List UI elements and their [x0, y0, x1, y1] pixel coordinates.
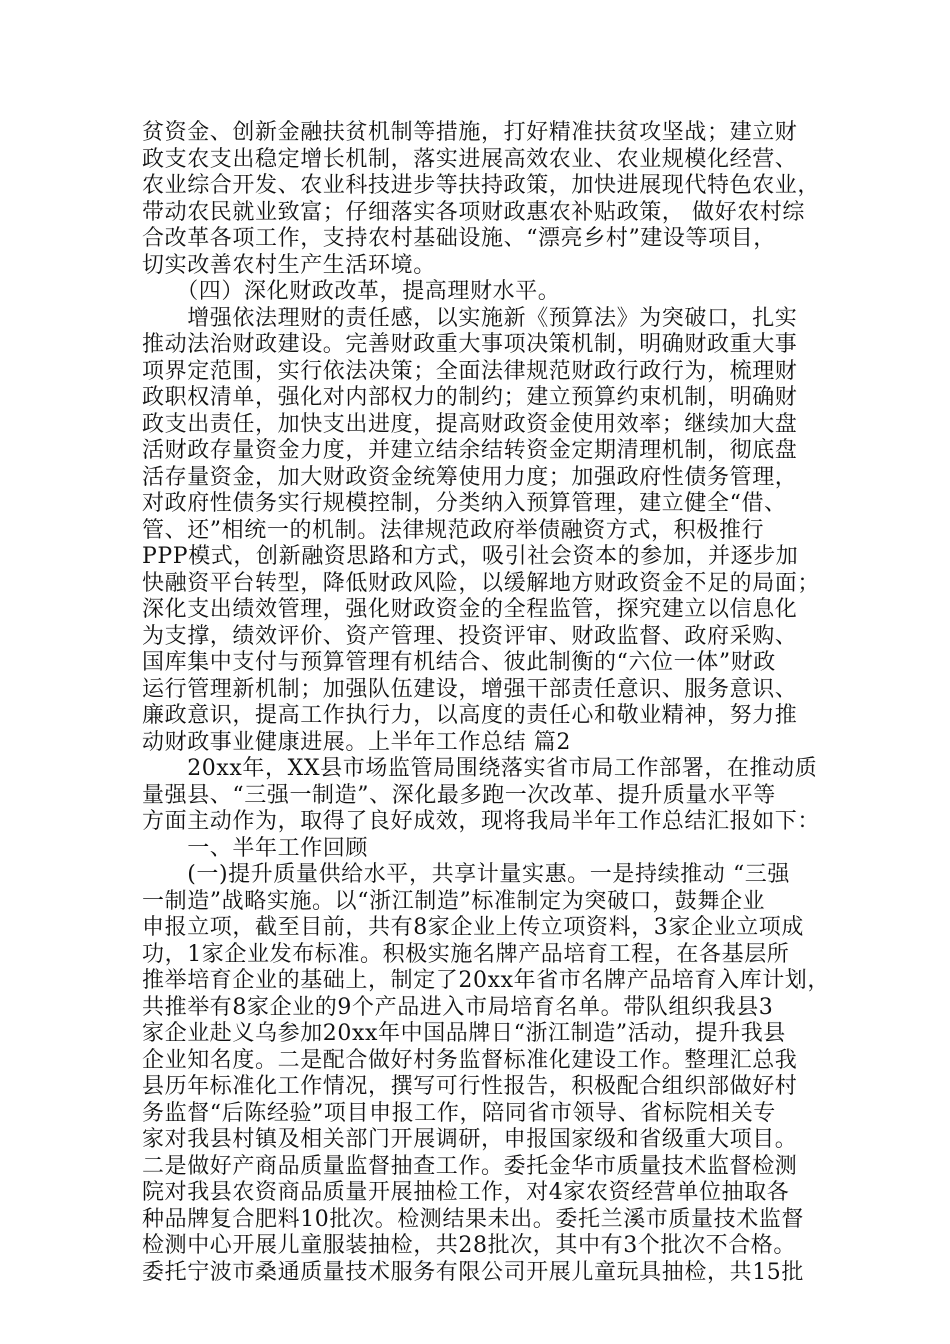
text-line: 方面主动作为，取得了良好成效，现将我局半年工作总结汇报如下：: [142, 809, 821, 834]
text-line: 企业知名度。二是配合做好村务监督标准化建设工作。整理汇总我: [142, 1047, 798, 1073]
text-line: 量强县、“三强一制造”、深化最多跑一次改革、提升质量水平等: [142, 782, 776, 808]
text-line: 切实改善农村生产生活环境。: [142, 252, 436, 278]
text-line: 申报立项，截至目前，共有8家企业上传立项资料，3家企业立项成: [142, 915, 804, 940]
text-line: 管、还”相统一的机制。法律规范政府举债融资方式，积极推行: [142, 517, 765, 543]
text-line: PPP模式，创新融资思路和方式，吸引社会资本的参加，并逐步加: [142, 544, 799, 569]
text-line: 种品牌复合肥料10批次。检测结果未出。委托兰溪市质量技术监督: [142, 1206, 804, 1232]
body-text: [142, 120, 842, 1286]
text-line: 合改革各项工作，支持农村基础设施、“漂亮乡村”建设等项目，: [142, 226, 776, 251]
text-line: 运行管理新机制；加强队伍建设，增强干部责任意识、服务意识、: [142, 676, 798, 702]
text-line: 深化支出绩效管理，强化财政资金的全程监管，探究建立以信息化: [142, 597, 798, 622]
text-line: 活财政存量资金力度，并建立结余结转资金定期清理机制，彻底盘: [142, 438, 798, 463]
text-line: 快融资平台转型，降低财政风险，以缓解地方财政资金不足的局面；: [142, 570, 821, 596]
text-line: 对政府性债务实行规模控制，分类纳入预算管理，建立健全“借、: [142, 491, 787, 516]
text-line: 政支出责任，加快支出进度，提高财政资金使用效率；继续加大盘: [142, 411, 798, 437]
text-line: 活存量资金，加大财政资金统筹使用力度；加强政府性债务管理，: [142, 464, 798, 490]
text-line: 项界定范围，实行依法决策；全面法律规范财政行政行为，梳理财: [142, 358, 798, 384]
text-line: （四）深化财政改革，提高理财水平。: [142, 279, 561, 304]
text-line: 动财政事业健康进展。上半年工作总结 篇2: [142, 729, 571, 755]
text-line: 务监督“后陈经验”项目申报工作，陪同省市领导、省标院相关专: [142, 1100, 776, 1126]
text-line: (一)提升质量供给水平，共享计量实惠。一是持续推动 “三强: [142, 862, 791, 887]
text-line: 院对我县农资商品质量开展抽检工作，对4家农资经营单位抽取各: [142, 1180, 790, 1205]
text-line: 委托宁波市桑通质量技术服务有限公司开展儿童玩具抽检，共15批: [142, 1259, 804, 1285]
text-line: 检测中心开展儿童服装抽检，共28批次，其中有3个批次不合格。: [142, 1233, 796, 1258]
text-line: 家企业赴义乌参加20xx年中国品牌日“浙江制造”活动，提升我县: [142, 1021, 786, 1046]
text-line: 推动法治财政建设。完善财政重大事项决策机制，明确财政重大事: [142, 332, 798, 357]
text-line: 农业综合开发、农业科技进步等扶持政策，加快进展现代特色农业，: [142, 173, 821, 198]
text-line: 国库集中支付与预算管理有机结合、彼此制衡的“六位一体”财政: [142, 650, 776, 675]
text-line: 贫资金、创新金融扶贫机制等措施，打好精准扶贫攻坚战；建立财: [142, 120, 798, 145]
text-line: 推举培育企业的基础上，制定了20xx年省市名牌产品培育入库计划，: [142, 968, 831, 993]
text-line: 县历年标准化工作情况，撰写可行性报告，积极配合组织部做好村: [142, 1074, 798, 1099]
text-line: 带动农民就业致富；仔细落实各项财政惠农补贴政策， 做好农村综: [142, 199, 805, 225]
text-line: 共推举有8家企业的9个产品进入市局培育名单。带队组织我县3: [142, 994, 774, 1020]
text-line: 一制造”战略实施。以“浙江制造”标准制定为突破口，鼓舞企业: [142, 888, 766, 914]
text-line: 政支农支出稳定增长机制，落实进展高效农业、农业规模化经营、: [142, 146, 798, 172]
text-line: 一、半年工作回顾: [142, 835, 369, 861]
text-line: 增强依法理财的责任感，以实施新《预算法》为突破口，扎实: [142, 305, 798, 331]
text-line: 功，1家企业发布标准。积极实施名牌产品培育工程，在各基层所: [142, 941, 790, 967]
text-line: 政职权清单，强化对内部权力的制约；建立预算约束机制，明确财: [142, 385, 798, 410]
text-line: 20xx年，XX县市场监管局围绕落实省市局工作部署，在推动质: [142, 756, 818, 781]
text-line: 为支撑，绩效评价、资产管理、投资评审、财政监督、政府采购、: [142, 623, 798, 649]
text-line: 廉政意识，提高工作执行力，以高度的责任心和敬业精神，努力推: [142, 703, 798, 728]
text-line: 家对我县村镇及相关部门开展调研，申报国家级和省级重大项目。: [142, 1127, 798, 1152]
text-line: 二是做好产商品质量监督抽查工作。委托金华市质量技术监督检测: [142, 1153, 798, 1179]
